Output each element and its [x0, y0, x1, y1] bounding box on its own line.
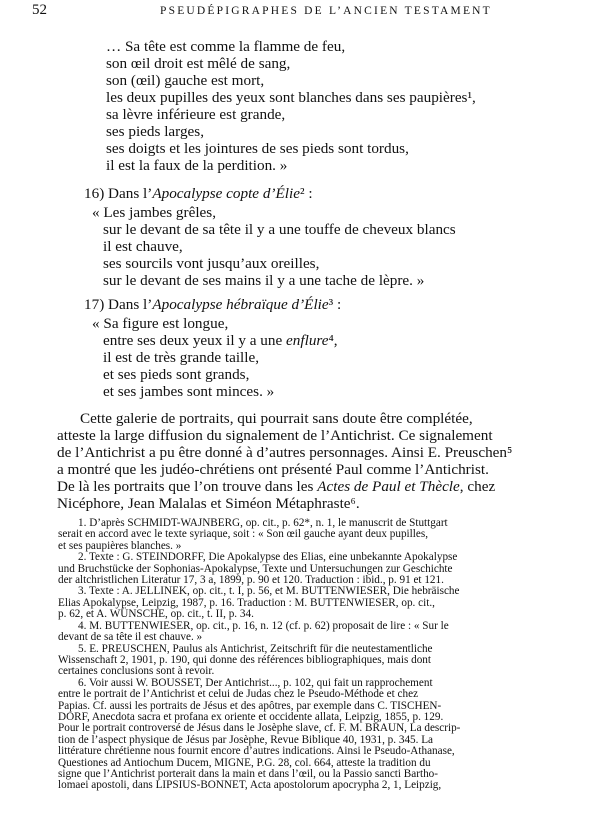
- footnote-line: Wissenschaft 2, 1901, p. 190, qui donne des références bibliographiques, mais dont: [58, 653, 432, 666]
- footnote-line: 5. E. PREUSCHEN, Paulus als Antichrist, Zeitschrift für die neutestamentliche: [78, 642, 433, 655]
- footnote-line: entre le portrait de l’Antichrist et celui de Judas chez le Pseudo-Méthode et chez: [58, 688, 419, 701]
- poem-line: son œil droit est mêlé de sang,: [106, 55, 291, 72]
- footnote-line: 2. Texte : G. STEINDORFF, Die Apokalypse des Elias, eine unbekannte Apokalypse: [78, 551, 458, 564]
- poem-line: sur le devant de ses mains il y a une tache de lèpre. »: [103, 272, 425, 289]
- footnote-line: Elias Apokalypse, Leipzig, 1987, p. 16. Traduction : M. BUTTENWIESER, op. cit.,: [58, 596, 435, 609]
- footnote-line: DORF, Anecdota sacra et profana ex oriente et occidente allata, Leipzig, 1855, p. 129.: [58, 710, 444, 723]
- poem-line: il est la faux de la perdition. »: [106, 157, 288, 174]
- poem-line: … Sa tête est comme la flamme de feu,: [106, 38, 346, 55]
- paragraph-line: De là les portraits que l’on trouve dans les Actes de Paul et Thècle, chez: [57, 478, 496, 495]
- paragraph-line: Cette galerie de portraits, qui pourrait sans doute être complétée,: [80, 410, 473, 427]
- footnote-line: signe que l’Antichrist porterait dans la main et dans l’œil, ou la Passio sancti Bartho-: [58, 768, 438, 780]
- section-17-heading: 17) Dans l’Apocalypse hébraïque d’Élie³ :: [84, 296, 342, 313]
- footnote-line: Questiones ad Antiochum Ducem, MIGNE, P.G. 28, col. 664, atteste la tradition du: [58, 756, 431, 769]
- poem-line: il est chauve,: [103, 238, 183, 255]
- poem-line: ses doigts et les jointures de ses pieds sont tordus,: [106, 140, 409, 157]
- footnote-line: tion de l’aspect physique de Jésus par Josèphe, Revue Biblique 40, 1931, p. 345. La: [58, 733, 434, 746]
- poem-line: sur le devant de sa tête il y a une touffe de cheveux blancs: [103, 221, 456, 238]
- poem-line: sa lèvre inférieure est grande,: [106, 106, 286, 123]
- running-head: PSEUDÉPIGRAPHES DE L’ANCIEN TESTAMENT: [160, 5, 492, 17]
- paragraph-line: a montré que les judéo-chrétiens ont présenté Paul comme l’Antichrist.: [57, 461, 489, 478]
- footnote-line: lomaei apostoli, dans LIPSIUS-BONNET, Acta apostolorum apocrypha 2, 1, Leipzig,: [58, 779, 442, 792]
- poem-line: il est de très grande taille,: [103, 349, 260, 366]
- poem-line: « Les jambes grêles,: [92, 204, 216, 221]
- section-16-heading: 16) Dans l’Apocalypse copte d’Élie² :: [84, 185, 313, 202]
- footnote-line: devant de sa tête il est chauve. »: [58, 631, 203, 644]
- page-number: 52: [32, 2, 47, 18]
- footnote-line: 1. D’après SCHMIDT-WAJNBERG, op. cit., p. 62*, n. 1, le manuscrit de Stuttgart: [78, 517, 448, 529]
- footnote-line: 3. Texte : A. JELLINEK, op. cit., t. I, p. 56, et M. BUTTENWIESER, Die hebräische: [78, 585, 460, 598]
- footnote-line: 6. Voir aussi W. BOUSSET, Der Antichrist..., p. 102, qui fait un rapprochement: [78, 676, 433, 689]
- poem-line: son (œil) gauche est mort,: [106, 72, 265, 89]
- paragraph-line: de l’Antichrist a pu être donné à d’autres personnages. Ainsi E. Preuschen⁵: [57, 444, 513, 461]
- footnote-line: und Bruchstücke der Sophonias-Apokalypse, Texte und Untersuchungen zur Geschichte: [58, 562, 453, 575]
- page-header: [32, 2, 587, 22]
- footnote-line: der altchristlichen Literatur 17, 3 a, 1899, p. 90 et 120. Traduction : ibid., p. 91 et 121.: [58, 574, 444, 586]
- poem-line: entre ses deux yeux il y a une enflure⁴,: [103, 332, 338, 349]
- poem-line: ses sourcils vont jusqu’aux oreilles,: [103, 255, 320, 272]
- paragraph-line: atteste la large diffusion du signalement de l’Antichrist. Ce signalement: [57, 427, 493, 444]
- poem-line: et ses pieds sont grands,: [103, 366, 250, 383]
- footnote-line: Pour le portrait controversé de Jésus dans le Josèphe slave, cf. F. M. BRAUN, La descrip-: [58, 722, 461, 735]
- footnote-line: Papias. Cf. aussi les portraits de Jésus et des apôtres, par exemple dans C. TISCHEN-: [58, 699, 442, 712]
- footnote-line: littérature chrétienne nous fournit encore d’autres indications. Ainsi le Pseudo-Athanase,: [58, 745, 455, 758]
- paragraph-line: Nicéphore, Jean Malalas et Siméon Métaphraste⁶.: [57, 495, 360, 512]
- poem-line: ses pieds larges,: [106, 123, 204, 140]
- footnote-line: certaines conclusions sont à revoir.: [58, 665, 215, 678]
- footnote-line: 4. M. BUTTENWIESER, op. cit., p. 16, n. 12 (cf. p. 62) proposait de lire : « Sur le: [78, 619, 449, 632]
- footnote-line: p. 62, et A. WÜNSCHE, op. cit., t. II, p. 34.: [58, 608, 254, 621]
- poem-line: les deux pupilles des yeux sont blanches dans ses paupières¹,: [106, 89, 476, 106]
- footnote-line: serait en accord avec le texte syriaque, soit : « Son œil gauche ayant deux pupilles,: [58, 528, 428, 541]
- footnote-line: et ses paupières blanches. »: [58, 539, 182, 552]
- poem-line: et ses jambes sont minces. »: [103, 383, 275, 400]
- poem-line: « Sa figure est longue,: [92, 315, 229, 332]
